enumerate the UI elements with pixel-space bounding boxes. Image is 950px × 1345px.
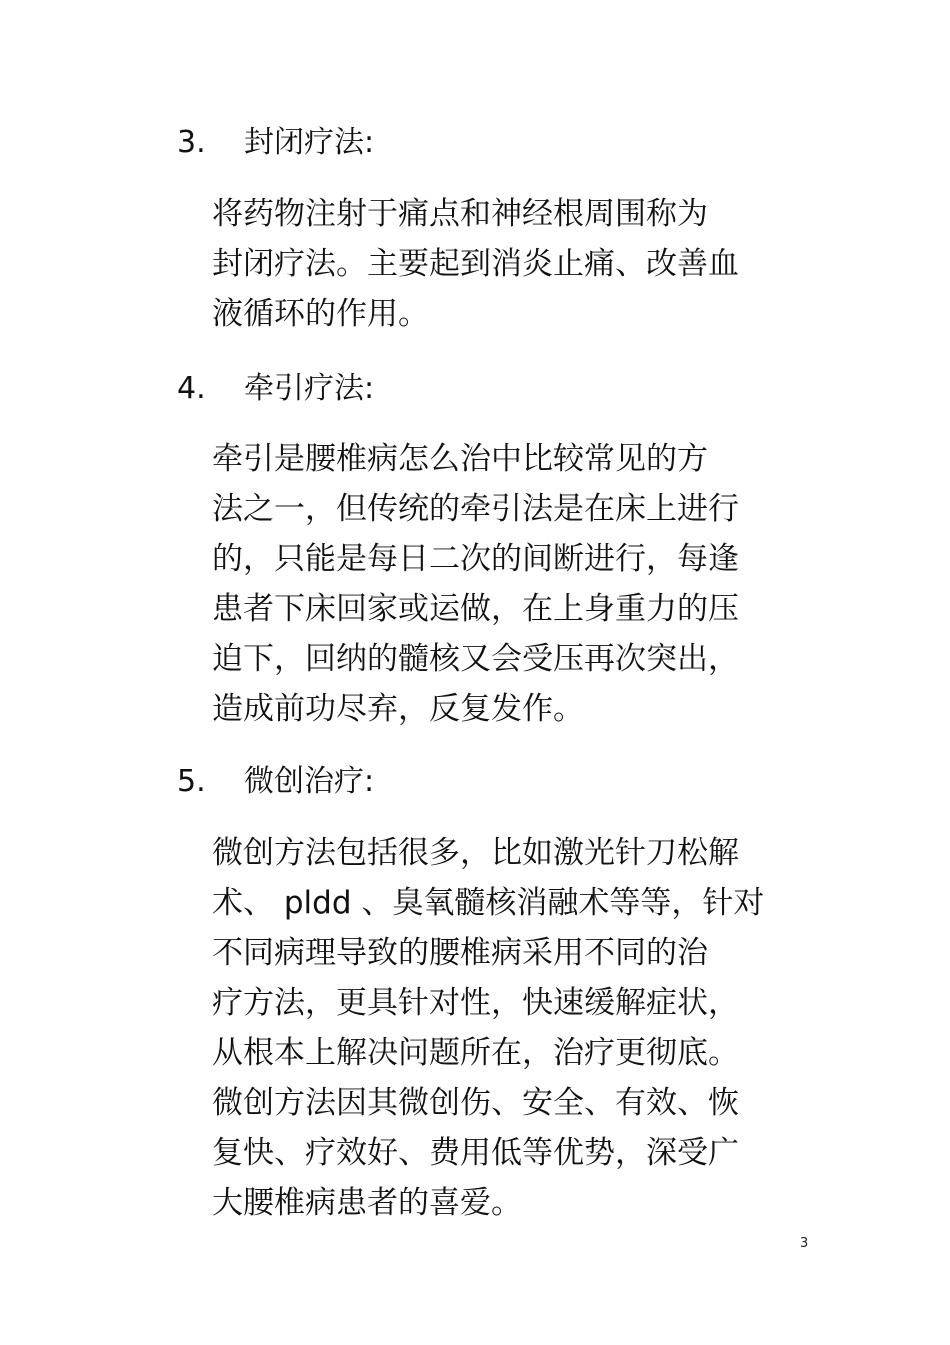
body-line: 从根本上解决问题所在，治疗更彻底。 — [212, 1035, 739, 1071]
body-line: 复快、疗效好、费用低等优势，深受广 — [212, 1135, 739, 1171]
page-number: 3 — [800, 1236, 809, 1251]
body-line: 不同病理导致的腰椎病采用不同的治 — [212, 935, 708, 971]
section-title: 封闭疗法: — [244, 125, 375, 160]
section-number: 4. — [177, 371, 206, 406]
body-line: 液循环的作用。 — [212, 296, 429, 332]
body-line: 疗方法，更具针对性，快速缓解症状， — [212, 985, 739, 1021]
body-line: 将药物注射于痛点和神经根周围称为 — [212, 196, 708, 232]
body-line: 患者下床回家或运做，在上身重力的压 — [212, 591, 739, 627]
body-line: 微创方法包括很多，比如激光针刀松解 — [212, 835, 739, 871]
section-title: 牵引疗法: — [244, 371, 375, 406]
body-line: 法之一，但传统的牵引法是在床上进行 — [212, 491, 739, 527]
section-body-5 — [212, 828, 792, 1228]
body-line: 封闭疗法。主要起到消炎止痛、改善血 — [212, 246, 739, 282]
section-number: 3. — [177, 125, 206, 160]
body-line: 术、 pldd 、臭氧髓核消融术等等，针对 — [212, 885, 765, 921]
body-line: 造成前功尽弃，反复发作。 — [212, 691, 584, 727]
section-number: 5. — [177, 764, 206, 799]
body-line: 大腰椎病患者的喜爱。 — [212, 1185, 522, 1221]
section-body-3 — [212, 189, 792, 339]
section-title: 微创治疗: — [244, 764, 375, 799]
section-body-4 — [212, 434, 792, 734]
body-line: 的，只能是每日二次的间断进行，每逢 — [212, 541, 739, 577]
section-heading-3 — [177, 123, 374, 163]
body-line: 牵引是腰椎病怎么治中比较常见的方 — [212, 441, 708, 477]
section-heading-5 — [177, 762, 374, 802]
section-heading-4 — [177, 369, 374, 409]
body-line: 微创方法因其微创伤、安全、有效、恢 — [212, 1085, 739, 1121]
body-line: 迫下，回纳的髓核又会受压再次突出， — [212, 641, 739, 677]
